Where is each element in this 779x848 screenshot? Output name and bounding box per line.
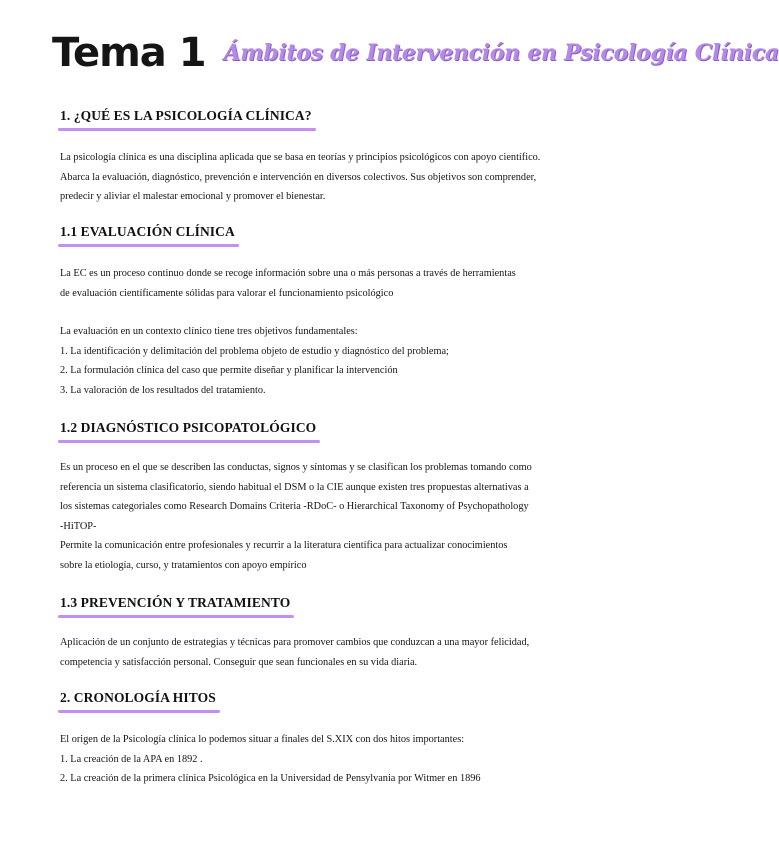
section-1-1-paragraph (60, 264, 620, 303)
section-heading-2: 2. CRONOLOGÍA HITOS (60, 690, 216, 709)
list-item: 1. La identificación y delimitación del problema objeto de estudio y diagnóstico del problema; (60, 345, 449, 357)
text-line: -HiTOP- (60, 520, 97, 532)
topic-subtitle: Ámbitos de Intervención en Psicología Clínica (223, 40, 779, 66)
text-line: El origen de la Psicología clínica lo podemos situar a finales del S.XIX con dos hitos importantes: (60, 734, 465, 745)
list-item: 3. La valoración de los resultados del tratamiento. (60, 384, 266, 396)
text-line: Abarca la evaluación, diagnóstico, prevención e intervención en diversos colectivos. Sus objetivos son comprender, (60, 171, 537, 183)
text-line: La evaluación en un contexto clínico tiene tres objetivos fundamentales: (60, 326, 358, 337)
text-line: Aplicación de un conjunto de estrategias y técnicas para promover cambios que conduzcan a una mayor felicidad, (60, 637, 530, 648)
list-item: 1. La creación de la APA en 1892 . (60, 753, 203, 765)
section-1-paragraph (60, 148, 620, 207)
section-1-1-objectives (60, 322, 620, 400)
section-1-2-paragraph (60, 458, 620, 575)
section-heading-1: 1. ¿QUÉ ES LA PSICOLOGÍA CLÍNICA? (60, 108, 312, 127)
section-2-paragraph (60, 730, 620, 789)
text-line: La EC es un proceso continuo donde se recoge información sobre una o más personas a través de herramientas (60, 268, 516, 279)
text-line: referencia un sistema clasificatorio, siendo habitual el DSM o la CIE aunque existen tres propuestas alternativas a (60, 481, 529, 493)
document-title (52, 30, 779, 76)
text-line: los sistemas categoriales como Research Domains Criteria -RDoC- o Hierarchical Taxonomy of Psychopathology (60, 501, 529, 512)
list-item: 2. La creación de la primera clínica Psicológica en la Universidad de Pensylvania por Witmer en 1896 (60, 773, 481, 784)
list-item: 2. La formulación clínica del caso que permite diseñar y planificar la intervención (60, 365, 398, 376)
text-line: Es un proceso en el que se describen las conductas, signos y síntomas y se clasifican los problemas tomando como (60, 462, 532, 473)
section-heading-1-3: 1.3 PREVENCIÓN Y TRATAMIENTO (60, 595, 290, 614)
tema-label: Tema 1 (52, 30, 206, 76)
section-heading-1-2: 1.2 DIAGNÓSTICO PSICOPATOLÓGICO (60, 420, 316, 439)
section-1-3-paragraph (60, 633, 620, 672)
text-line: competencia y satisfacción personal. Conseguir que sean funcionales en su vida diaria. (60, 656, 418, 668)
text-line: La psicología clínica es una disciplina aplicada que se basa en teorías y principios psicológicos con apoyo científico. (60, 152, 541, 163)
text-line: Permite la comunicación entre profesionales y recurrir a la literatura científica para actualizar conocimientos (60, 540, 508, 551)
text-line: sobre la etiología, curso, y tratamientos con apoyo empírico (60, 559, 307, 571)
text-line: predecir y aliviar el malestar emocional y promover el bienestar. (60, 191, 326, 202)
text-line: de evaluación científicamente sólidas para valorar el funcionamiento psicológico (60, 287, 394, 299)
section-heading-1-1: 1.1 EVALUACIÓN CLÍNICA (60, 224, 235, 243)
